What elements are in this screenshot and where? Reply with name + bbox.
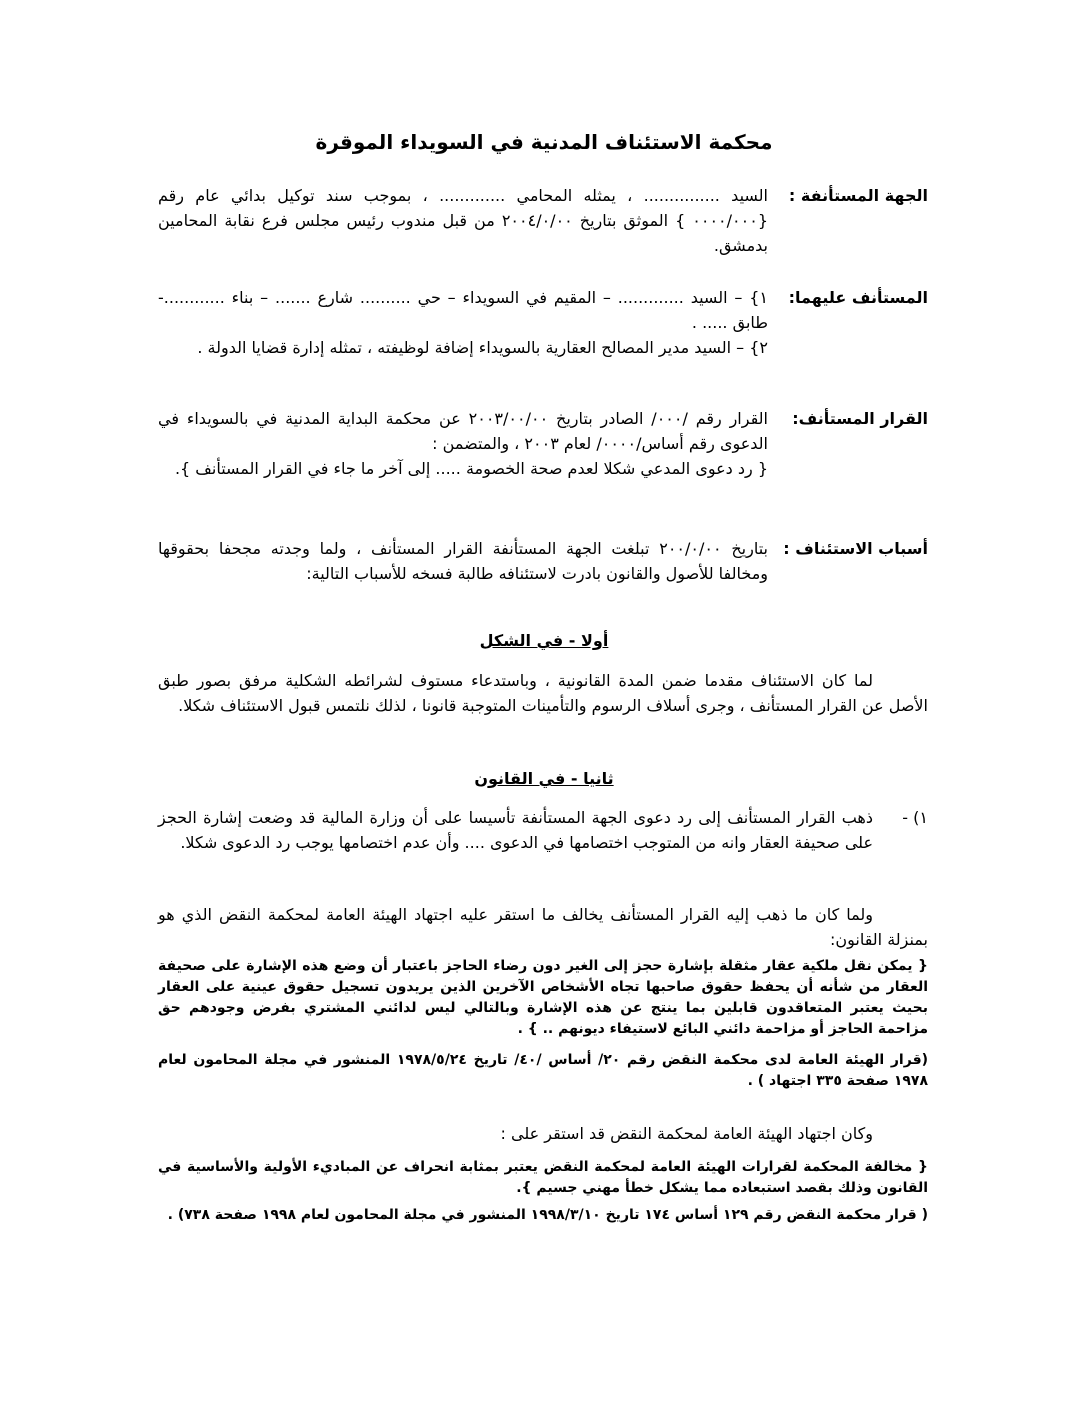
law-quote-2: { مخالفة المحكمة لقرارات الهيئة العامة لمحكمة النقض يعتبر بمثابة انحراف عن المباديء الأولية والأساسية في القانون وذلك بقصد استبعاده مما يشكل خطأ مهني جسيم }. — [158, 1159, 928, 1196]
appealed-decision-content — [158, 406, 768, 481]
law-point-1 — [158, 805, 928, 855]
respondent-item-2: ٢} – السيد مدير المصالح العقارية بالسويداء إضافة لوظيفته ، تمثله إدارة قضايا الدولة . — [197, 338, 768, 357]
law-citation-2: ( قرار محكمة النقض رقم ١٢٩ أساس ١٧٤ تاريخ ١٩٩٨/٣/١٠ المنشور في مجلة المحامون لعام ١٩٩٨ صفحة ٧٣٨) . — [167, 1207, 928, 1223]
reasons-section — [158, 536, 928, 586]
appellant-text: السيد ............... ، يمثله المحامي ............. ، بموجب سند توكيل بدائي عام رقم {٠٠٠٠/٠٠٠ } الموثق بتاريخ ٢٠٠٤/٠/٠٠ من قبل مندوب رئيس مجلس فرع نقابة المحامين بدمشق. — [158, 186, 768, 255]
appealed-decision-label: القرار المستأنف: — [792, 409, 928, 428]
respondents-section — [158, 285, 928, 360]
law-paragraph-3: وكان اجتهاد الهيئة العامة لمحكمة النقض قد استقر على : — [500, 1124, 873, 1143]
document-title: محكمة الاستئناف المدنية في السويداء الموقرة — [315, 130, 773, 154]
law-point-1-number: ١) - — [902, 808, 928, 827]
appealed-decision-text-1: القرار رقم /٠٠٠/ الصادر بتاريخ ٢٠٠٣/٠٠/٠٠ عن محكمة البداية المدنية في بالسويداء في الدعوى رقم أساس/٠٠٠٠/ لعام ٢٠٠٣ ، والمتضمن : — [158, 409, 768, 453]
law-heading: ثانيا - في القانون — [474, 769, 614, 788]
appealed-decision-section — [158, 406, 928, 481]
form-heading: أولا - في الشكل — [479, 631, 609, 650]
law-quote-1: { يمكن نقل ملكية عقار مثقلة بإشارة حجز إلى الغير دون رضاء الحاجز باعتبار أن وضع هذه الإشارة على صحيفة العقار من شأنه أن يحفظ حقوق صاحبها تجاه الأشخاص الآخرين الذين يريدون تسجيل حقوق عينية على العقار بحيث يعتبر المتعاقدون قابلين بما ينتج عن هذه الإشارة وبالتالي ليس لدائني المشتري بفرض وجودهم حق مزاحمة الحاجز أو مزاحمة دائني البائع لاستيفاء ديونهم .. } . — [158, 958, 928, 1037]
reasons-label: أسباب الاستئناف : — [783, 539, 928, 558]
appellant-section — [158, 183, 928, 258]
appellant-label: الجهة المستأنفة : — [788, 186, 928, 205]
law-paragraph-2: ولما كان ما ذهب إليه القرار المستأنف يخالف ما استقر عليه اجتهاد الهيئة العامة لمحكمة النقض الذي هو بمنزلة القانون: — [158, 905, 928, 949]
respondents-content — [158, 285, 768, 360]
law-point-1-text: ذهب القرار المستأنف إلى رد دعوى الجهة المستأنفة تأسيسا على أن وزارة المالية قد وضعت إشارة الحجز على صحيفة العقار وانه من المتوجب اختصامها في الدعوى .... وأن عدم اختصامها يوجب رد الدعوى شكلا. — [158, 808, 873, 852]
respondents-label: المستأنف عليهما: — [788, 288, 928, 307]
law-citation-1: (قرار الهيئة العامة لدى محكمة النقض رقم ٢٠/ أساس /٤٠/ تاريخ ١٩٧٨/٥/٢٤ المنشور في مجلة المحامون لعام ١٩٧٨ صفحة ٣٣٥ اجتهاد ) . — [158, 1052, 929, 1089]
reasons-text: بتاريخ ٢٠٠/٠/٠٠ تبلغت الجهة المستأنفة القرار المستأنف ، ولما وجدته مجحفا بحقوقها ومخالفا للأصول والقانون بادرت لاستئنافه طالبة فسخه للأسباب التالية: — [158, 539, 769, 583]
appealed-decision-text-2: { رد دعوى المدعي شكلا لعدم صحة الخصومة ..... إلى آخر ما جاء في القرار المستأنف }. — [174, 459, 768, 478]
respondent-item-1: ١} – السيد ............. – المقيم في السويداء – حي .......... شارع ....... – بناء ............- طابق ..... . — [158, 288, 768, 332]
form-paragraph: لما كان الاستئناف مقدما ضمن المدة القانونية ، وباستدعاء مستوف لشرائطه الشكلية مرفق بصور طبق الأصل عن القرار المستأنف ، وجرى أسلاف الرسوم والتأمينات المتوجبة قانونا ، لذلك نلتمس قبول الاستئناف شكلا. — [158, 671, 928, 715]
